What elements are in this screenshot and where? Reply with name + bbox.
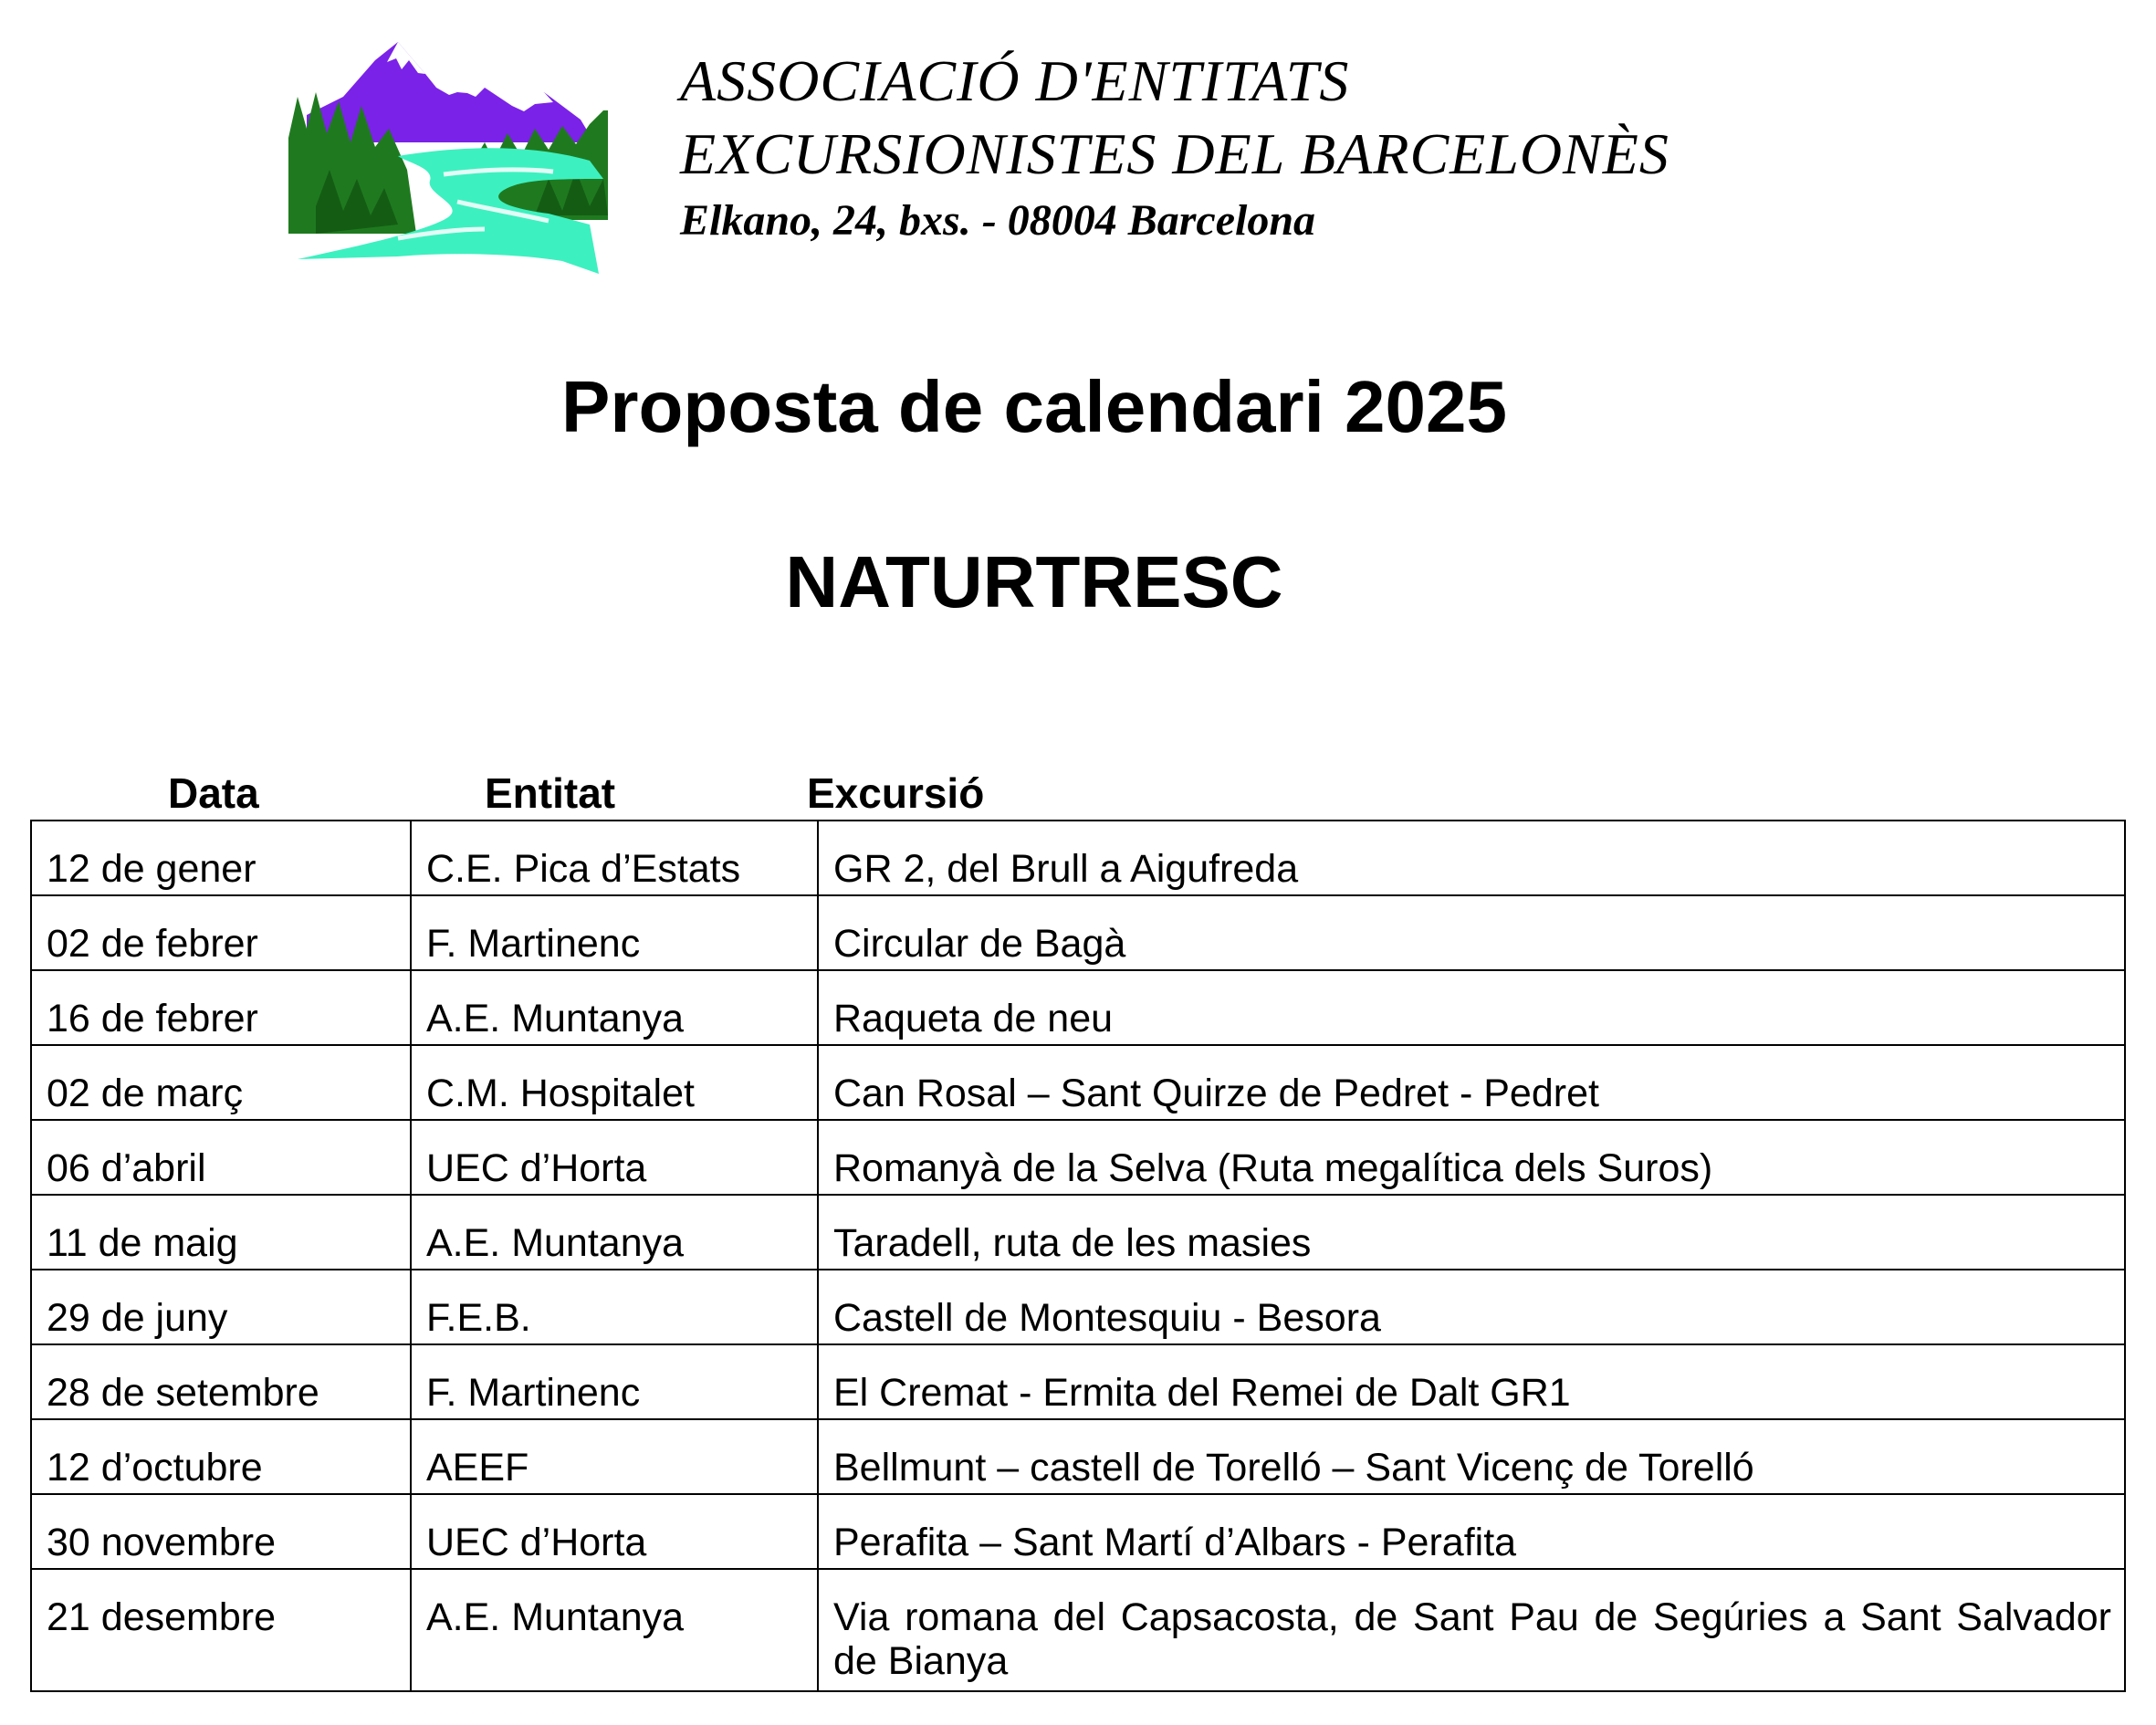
entity-cell: F. Martinenc [411,1344,818,1419]
table-row [31,821,2125,895]
entity-cell: UEC d’Horta [411,1494,818,1569]
date-cell: 11 de maig [31,1195,411,1270]
org-address: Elkano, 24, bxs. - 08004 Barcelona [680,196,1316,245]
entity-cell: C.E. Pica d’Estats [411,821,818,895]
excursion-cell: Raqueta de neu [818,970,2125,1045]
excursion-cell: El Cremat - Ermita del Remei de Dalt GR1 [818,1344,2125,1419]
date-cell: 02 de març [31,1045,411,1120]
table-row [31,1569,2125,1691]
entity-cell: C.M. Hospitalet [411,1045,818,1120]
table-row [31,1120,2125,1195]
entity-cell: A.E. Muntanya [411,1569,818,1691]
table-row [31,970,2125,1045]
entity-cell: UEC d’Horta [411,1120,818,1195]
calendar-table [30,820,2126,1692]
entity-cell: A.E. Muntanya [411,970,818,1045]
excursion-cell: Bellmunt – castell de Torelló – Sant Vicenç de Torelló [818,1419,2125,1494]
date-cell: 02 de febrer [31,895,411,970]
excursion-cell: Castell de Montesquiu - Besora [818,1270,2125,1344]
excursion-cell: Taradell, ruta de les masies [818,1195,2125,1270]
date-cell: 30 novembre [31,1494,411,1569]
date-cell: 16 de febrer [31,970,411,1045]
excursion-cell: GR 2, del Brull a Aigufreda [818,821,2125,895]
column-header-excursion: Excursió [807,769,985,817]
table-row [31,1494,2125,1569]
table-row [31,895,2125,970]
column-header-date: Data [168,769,259,817]
excursion-cell: Romanyà de la Selva (Ruta megalítica dels Suros) [818,1120,2125,1195]
column-header-entity: Entitat [485,769,616,817]
mountain-river-logo-icon [288,42,608,274]
excursion-cell: Circular de Bagà [818,895,2125,970]
excursion-cell: Perafita – Sant Martí d’Albars - Perafita [818,1494,2125,1569]
table-row [31,1045,2125,1120]
entity-cell: F.E.B. [411,1270,818,1344]
entity-cell: F. Martinenc [411,895,818,970]
page-subtitle: NATURTRESC [785,541,1283,622]
page-title: Proposta de calendari 2025 [560,366,1507,447]
table-row [31,1270,2125,1344]
table-row [31,1344,2125,1419]
date-cell: 29 de juny [31,1270,411,1344]
org-name-line-2: EXCURSIONISTES DEL BARCELONÈS [680,121,1669,186]
date-cell: 12 de gener [31,821,411,895]
org-name-line-1: ASSOCIACIÓ D'ENTITATS [680,48,1350,113]
date-cell: 12 d’octubre [31,1419,411,1494]
excursion-cell: Can Rosal – Sant Quirze de Pedret - Pedret [818,1045,2125,1120]
date-cell: 21 desembre [31,1569,411,1691]
table-row [31,1419,2125,1494]
excursion-cell: Via romana del Capsacosta, de Sant Pau de Segúries a Sant Salvador de Bianya [818,1569,2125,1691]
date-cell: 28 de setembre [31,1344,411,1419]
date-cell: 06 d’abril [31,1120,411,1195]
entity-cell: A.E. Muntanya [411,1195,818,1270]
entity-cell: AEEF [411,1419,818,1494]
table-row [31,1195,2125,1270]
